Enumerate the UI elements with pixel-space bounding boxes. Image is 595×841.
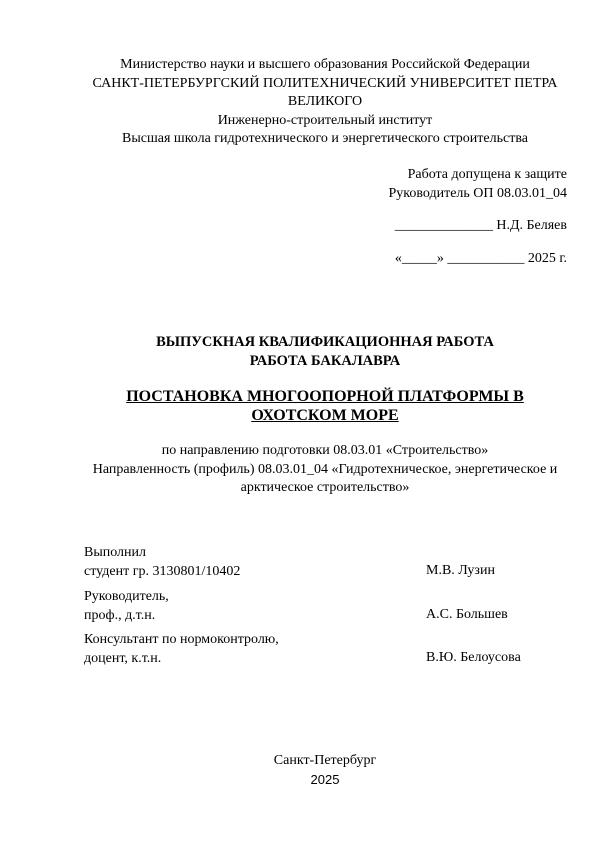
approval-date: «_____» ___________ 2025 г.	[394, 250, 567, 266]
consultant-label: Консультант по нормоконтролю,	[84, 632, 279, 647]
city-name: Санкт-Петербург	[273, 753, 377, 768]
thesis-title-block	[60, 333, 590, 425]
direction-line1: по направлению подготовки 08.03.01 «Строительство»	[161, 443, 489, 458]
work-kind-line1: ВЫПУСКНАЯ КВАЛИФИКАЦИОННАЯ РАБОТА	[156, 334, 494, 350]
performer-role	[84, 544, 240, 581]
performer-label: Выполнил	[84, 545, 147, 560]
thesis-topic-line2: ОХОТСКОМ МОРЕ	[251, 407, 399, 424]
supervisor-name: А.С. Большев	[426, 607, 508, 622]
work-kind-line2: РАБОТА БАКАЛАВРА	[249, 352, 401, 369]
performer-group: студент гр. 3130801/10402	[84, 563, 241, 579]
ministry-name: Министерство науки и высшего образования Российской Федерации	[120, 57, 530, 72]
performer-name: М.В. Лузин	[426, 563, 495, 578]
direction-line3: арктическое строительство»	[240, 480, 410, 495]
approval-block	[388, 166, 567, 268]
study-direction	[60, 442, 590, 498]
year: 2025	[310, 771, 340, 787]
school-name: Высшая школа гидротехнического и энергетического строительства	[122, 131, 528, 146]
approval-head: Руководитель ОП 08.03.01_04	[388, 185, 567, 201]
thesis-topic	[60, 387, 590, 425]
approval-admitted: Работа допущена к защите	[407, 167, 567, 182]
university-name-line2: ВЕЛИКОГО	[287, 94, 363, 109]
place-and-year	[60, 752, 590, 789]
approval-signature: ______________ Н.Д. Беляев	[394, 218, 567, 233]
consultant-degree: доцент, к.т.н.	[84, 650, 162, 666]
university-name-line1: САНКТ-ПЕТЕРБУРГСКИЙ ПОЛИТЕХНИЧЕСКИЙ УНИВЕРСИТЕТ ПЕТРА	[92, 75, 558, 91]
institute-name: Инженерно-строительный институт	[217, 112, 433, 128]
consultant-role	[84, 631, 279, 668]
direction-line2: Направленность (профиль) 08.03.01_04 «Гидротехническое, энергетическое и	[92, 461, 558, 477]
supervisor-role	[84, 588, 169, 625]
approval-spacer	[388, 203, 567, 217]
thesis-topic-line1: ПОСТАНОВКА МНОГООПОРНОЙ ПЛАТФОРМЫ В	[126, 388, 524, 405]
approval-spacer	[388, 236, 567, 250]
consultant-name: В.Ю. Белоусова	[426, 650, 521, 665]
supervisor-label: Руководитель,	[84, 589, 169, 604]
institution-header	[60, 56, 590, 149]
supervisor-degree: проф., д.т.н.	[84, 607, 156, 623]
